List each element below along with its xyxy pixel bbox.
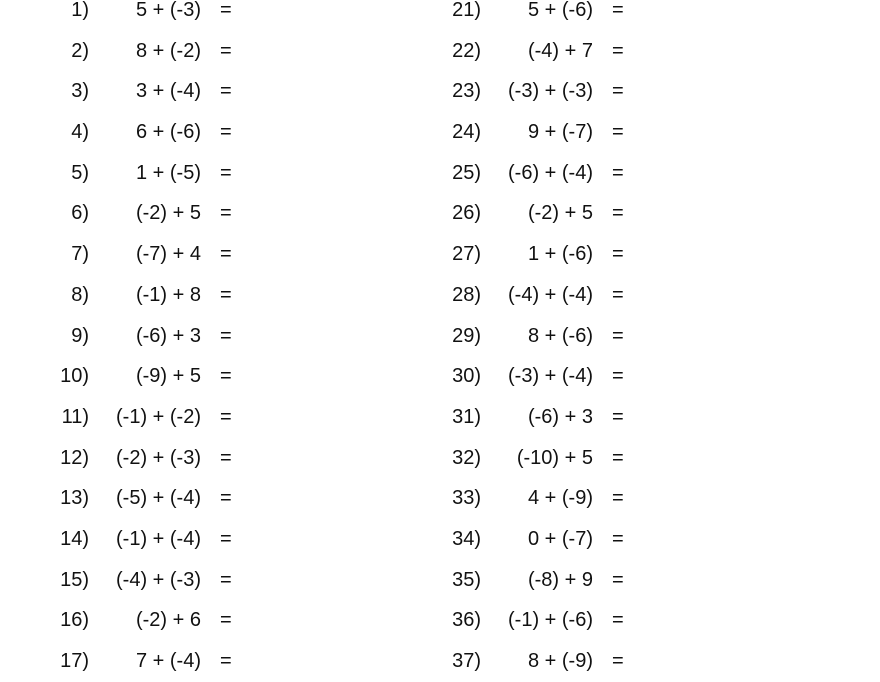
problem-expression: 4 + (-9) <box>527 487 593 510</box>
problem-number: 30) <box>452 365 481 388</box>
equals-sign: = <box>220 161 232 184</box>
problem-number: 11) <box>61 405 89 428</box>
problem-expression: 8 + (-2) <box>135 39 201 62</box>
problem-number: 10) <box>60 365 89 388</box>
problem-number: 15) <box>60 568 89 591</box>
equals-sign: = <box>220 0 232 21</box>
problem-expression: (-2) + (-3) <box>116 446 201 469</box>
equals-sign: = <box>220 202 232 225</box>
problem-number: 25) <box>452 161 481 184</box>
problem-number: 35) <box>452 568 481 591</box>
problem-number: 3) <box>71 80 89 103</box>
equals-sign: = <box>220 39 232 62</box>
problem-expression: 6 + (-6) <box>135 121 201 144</box>
problem-number: 26) <box>452 202 481 225</box>
problem-number: 9) <box>71 324 89 347</box>
equals-sign: = <box>220 609 232 632</box>
problem-number: 32) <box>452 446 481 469</box>
equals-sign: = <box>612 243 624 266</box>
problem-number: 7) <box>71 243 89 266</box>
problem-expression: (-3) + (-3) <box>508 80 593 103</box>
problem-number: 6) <box>71 202 89 225</box>
equals-sign: = <box>612 39 624 62</box>
problem-number: 24) <box>452 121 481 144</box>
problem-number: 21) <box>452 0 481 21</box>
problem-expression: (-1) + 8 <box>135 283 201 306</box>
equals-sign: = <box>612 121 624 144</box>
equals-sign: = <box>220 487 232 510</box>
problem-number: 13) <box>60 487 89 510</box>
equals-sign: = <box>612 283 624 306</box>
equals-sign: = <box>220 324 232 347</box>
equals-sign: = <box>612 0 624 21</box>
problem-number: 37) <box>452 650 481 672</box>
problem-number: 36) <box>452 609 481 632</box>
problem-number: 34) <box>452 527 481 550</box>
problem-expression: 8 + (-6) <box>527 324 593 347</box>
problem-expression: (-7) + 4 <box>135 243 201 266</box>
problem-number: 17) <box>60 650 89 672</box>
problem-expression: 0 + (-7) <box>527 527 593 550</box>
problem-expression: (-5) + (-4) <box>116 487 201 510</box>
problem-expression: (-4) + 7 <box>527 39 593 62</box>
problem-number: 5) <box>71 161 89 184</box>
problem-expression: (-2) + 5 <box>135 202 201 225</box>
equals-sign: = <box>612 650 624 672</box>
problem-expression: 1 + (-6) <box>527 243 593 266</box>
problem-number: 1) <box>71 0 89 21</box>
problem-expression: (-4) + (-3) <box>116 568 201 591</box>
problem-expression: 5 + (-3) <box>135 0 201 21</box>
problem-expression: (-2) + 5 <box>527 202 593 225</box>
problem-expression: (-4) + (-4) <box>508 283 593 306</box>
problem-expression: 1 + (-5) <box>135 161 201 184</box>
equals-sign: = <box>612 324 624 347</box>
problem-expression: (-1) + (-6) <box>508 609 593 632</box>
equals-sign: = <box>612 202 624 225</box>
problem-number: 8) <box>71 283 89 306</box>
problem-number: 28) <box>452 283 481 306</box>
equals-sign: = <box>220 650 232 672</box>
equals-sign: = <box>612 446 624 469</box>
problem-expression: 3 + (-4) <box>135 80 201 103</box>
problem-number: 4) <box>71 121 89 144</box>
equals-sign: = <box>220 80 232 103</box>
equals-sign: = <box>612 405 624 428</box>
equals-sign: = <box>220 405 232 428</box>
problem-number: 23) <box>452 80 481 103</box>
problem-expression: (-3) + (-4) <box>508 365 593 388</box>
problem-expression: (-6) + (-4) <box>508 161 593 184</box>
equals-sign: = <box>220 121 232 144</box>
problem-expression: 8 + (-9) <box>527 650 593 672</box>
problem-expression: 5 + (-6) <box>527 0 593 21</box>
problem-expression: (-10) + 5 <box>516 446 593 469</box>
problem-number: 2) <box>71 39 89 62</box>
equals-sign: = <box>220 243 232 266</box>
problem-number: 29) <box>452 324 481 347</box>
equals-sign: = <box>220 568 232 591</box>
equals-sign: = <box>612 161 624 184</box>
problem-expression: (-1) + (-4) <box>116 527 201 550</box>
problem-number: 33) <box>452 487 481 510</box>
problem-expression: (-6) + 3 <box>527 405 593 428</box>
problem-expression: (-1) + (-2) <box>116 405 201 428</box>
problem-number: 31) <box>452 405 481 428</box>
equals-sign: = <box>612 568 624 591</box>
problem-expression: (-2) + 6 <box>135 609 201 632</box>
equals-sign: = <box>612 609 624 632</box>
problem-number: 22) <box>452 39 481 62</box>
equals-sign: = <box>612 365 624 388</box>
problem-expression: (-9) + 5 <box>135 365 201 388</box>
equals-sign: = <box>220 365 232 388</box>
equals-sign: = <box>612 80 624 103</box>
equals-sign: = <box>220 446 232 469</box>
problem-number: 14) <box>60 527 89 550</box>
equals-sign: = <box>612 527 624 550</box>
problem-expression: (-6) + 3 <box>135 324 201 347</box>
problem-expression: (-8) + 9 <box>527 568 593 591</box>
problem-number: 16) <box>60 609 89 632</box>
equals-sign: = <box>220 283 232 306</box>
equals-sign: = <box>220 527 232 550</box>
problem-expression: 9 + (-7) <box>527 121 593 144</box>
problem-number: 27) <box>452 243 481 266</box>
problem-number: 12) <box>60 446 89 469</box>
equals-sign: = <box>612 487 624 510</box>
problem-expression: 7 + (-4) <box>135 650 201 672</box>
